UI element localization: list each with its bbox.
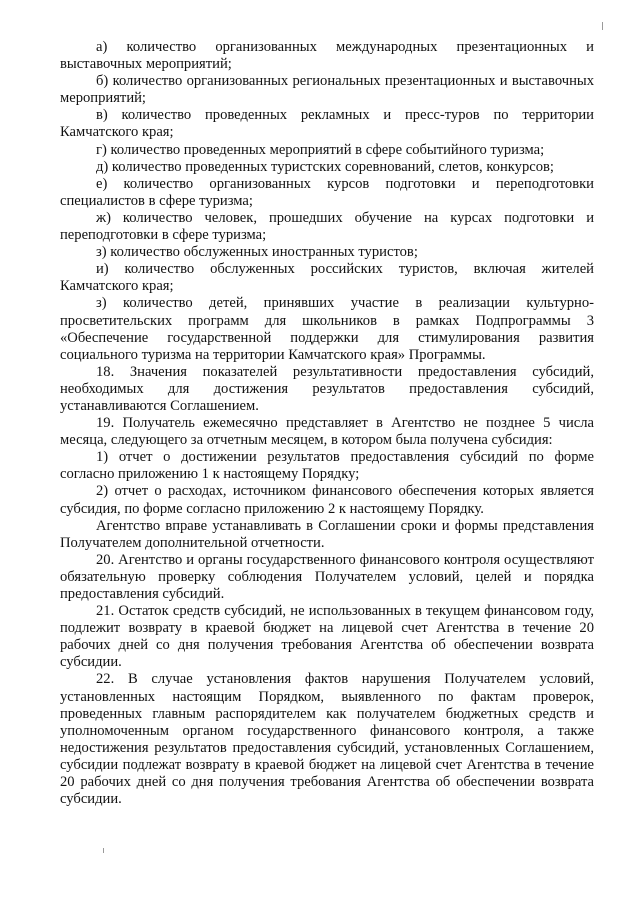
scan-mark-bottom <box>103 848 104 853</box>
clause-19-item-2: 2) отчет о расходах, источником финансового обеспечения которых является субсидия, по форме согласно приложению 2 к настоящему Порядку. <box>60 483 594 517</box>
list-item-z: з) количество обслуженных иностранных туристов; <box>96 244 418 261</box>
clause-19-note: Агентство вправе устанавливать в Соглашении сроки и формы представления Получателем дополнительной отчетности. <box>60 517 594 551</box>
scan-mark-top <box>602 22 603 30</box>
list-item-g: г) количество проведенных мероприятий в сфере событийного туризма; <box>96 141 545 158</box>
list-item-a: а) количество организованных международных презентационных и выставочных мероприятий; <box>60 39 594 73</box>
list-item-e: е) количество организованных курсов подготовки и переподготовки специалистов в сфере туризма; <box>60 175 594 209</box>
clause-22: 22. В случае установления фактов нарушения Получателем условий, установленных настоящим Порядком, выявленного по фактам проверок, проведенных главным распорядителем как получателем бюджетных средств и уполномоченным органом государственного финансового контроля, а также недостижения результатов предоставления субсидий, установленных Соглашением, субсидии подлежат возврату в краевой бюджет на лицевой счет Агентства в течение 20 рабочих дней со дня получения требования Агентства об обеспечении возврата субсидии. <box>60 671 594 808</box>
clause-21: 21. Остаток средств субсидий, не использованных в текущем финансовом году, подлежит возврату в краевой бюджет на лицевой счет Агентства в течение 20 рабочих дней со дня получения требования Агентства об обеспечении возврата субсидии. <box>60 603 594 671</box>
document-page <box>60 39 594 808</box>
clause-19: 19. Получатель ежемесячно представляет в Агентство не позднее 5 числа месяца, следующего за отчетным месяцем, в котором была получена субсидия: <box>60 415 594 449</box>
clause-20: 20. Агентство и органы государственного финансового контроля осуществляют обязательную проверку соблюдения Получателем условий, целей и порядка предоставления субсидий. <box>60 551 594 602</box>
list-item-d: д) количество проведенных туристских соревнований, слетов, конкурсов; <box>96 158 554 175</box>
clause-18: 18. Значения показателей результативности предоставления субсидий, необходимых для достижения результатов предоставления субсидий, устанавливаются Соглашением. <box>60 363 594 414</box>
list-item-b: б) количество организованных региональных презентационных и выставочных мероприятий; <box>60 73 594 107</box>
list-item-i: и) количество обслуженных российских туристов, включая жителей Камчатского края; <box>60 261 594 295</box>
clause-19-item-1: 1) отчет о достижении результатов предоставления субсидий по форме согласно приложению 1 к настоящему Порядку; <box>60 449 594 483</box>
list-item-v: в) количество проведенных рекламных и пресс-туров по территории Камчатского края; <box>60 107 594 141</box>
list-item-z2: з) количество детей, принявших участие в реализации культурно-просветительских программ для школьников в рамках Подпрограммы 3 «Обеспечение государственной поддержки для стимулирования развития социального туризма на территории Камчатского края» Программы. <box>60 295 594 363</box>
list-item-zh: ж) количество человек, прошедших обучение на курсах подготовки и переподготовки в сфере туризма; <box>60 209 594 244</box>
